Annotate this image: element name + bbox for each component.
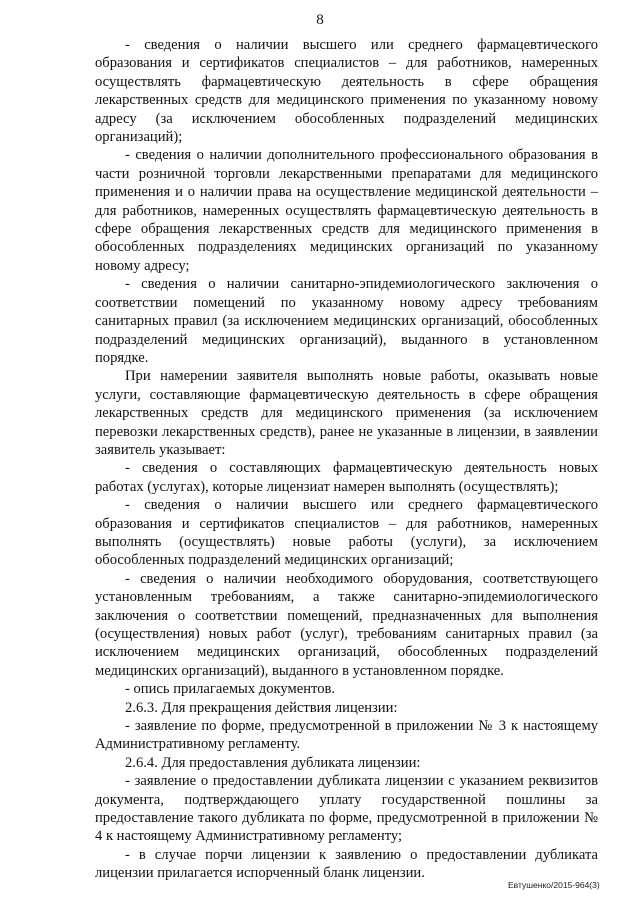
section-heading: 2.6.4. Для предоставления дубликата лицензии:	[125, 754, 421, 771]
footer-code: Евтушенко/2015-964(3)	[508, 880, 600, 890]
paragraph: При намерении заявителя выполнять новые работы, оказывать новые услуги, составляющие фармацевтическую деятельность в сфере обращения лекарственных средств для медицинского применения (за исключением перевозки лекарственных средств), ранее не указанные в лицензии, в заявлении заявитель указывает:	[95, 368, 598, 458]
paragraph: - сведения о составляющих фармацевтическую деятельность новых работах (услугах), которые лицензиат намерен выполнять (осуществлять);	[95, 460, 598, 495]
paragraph: - сведения о наличии высшего или среднего фармацевтического образования и сертификатов специалистов – для работников, намеренных осуществлять фармацевтическую деятельность в сфере обращения лекарственных средств для медицинского применения по указанному новому адресу (за исключением обособленных подразделений медицинских организаций);	[95, 37, 598, 146]
paragraph: - заявление о предоставлении дубликата лицензии с указанием реквизитов документа, подтверждающего уплату государственной пошлины за предоставление такого дубликата по форме, предусмотренной в приложении № 4 к настоящему Административному регламенту;	[95, 773, 598, 845]
paragraph: - сведения о наличии высшего или среднего фармацевтического образования и сертификатов специалистов – для работников, намеренных выполнять (осуществлять) новые работы (услуги), за исключением обособленных подразделений медицинских организаций;	[95, 497, 598, 569]
paragraph: - заявление по форме, предусмотренной в приложении № 3 к настоящему Административному регламенту.	[95, 718, 598, 753]
paragraph: - сведения о наличии необходимого оборудования, соответствующего установленным требованиям, а также санитарно-эпидемиологического заключения о соответствии помещений, предназначенных для выполнения (осуществления) новых работ (услуг), требованиям санитарных правил (за исключением медицинских организаций, обособленных подразделений медицинских организаций), выданного в установленном порядке.	[95, 570, 598, 679]
paragraph: - сведения о наличии санитарно-эпидемиологического заключения о соответствии помещений по указанному новому адресу требованиям санитарных правил (за исключением медицинских организаций, обособленных подразделений медицинских организаций), выданного в установленном порядке.	[95, 276, 598, 366]
paragraph: - сведения о наличии дополнительного профессионального образования в части розничной торговли лекарственными препаратами для медицинского применения и о наличии права на осуществление медицинской деятельности – для работников, намеренных осуществлять фармацевтическую деятельность в сфере обращения лекарственных средств для медицинского применения в обособленных подразделениях медицинских организаций по указанному новому адресу;	[95, 147, 598, 274]
page-number: 8	[316, 12, 324, 28]
paragraph: - опись прилагаемых документов.	[125, 681, 336, 698]
paragraph: - в случае порчи лицензии к заявлению о предоставлении дубликата лицензии прилагается испорченный бланк лицензии.	[95, 846, 598, 882]
section-heading: 2.6.3. Для прекращения действия лицензии:	[125, 699, 398, 716]
document-body	[95, 36, 598, 883]
